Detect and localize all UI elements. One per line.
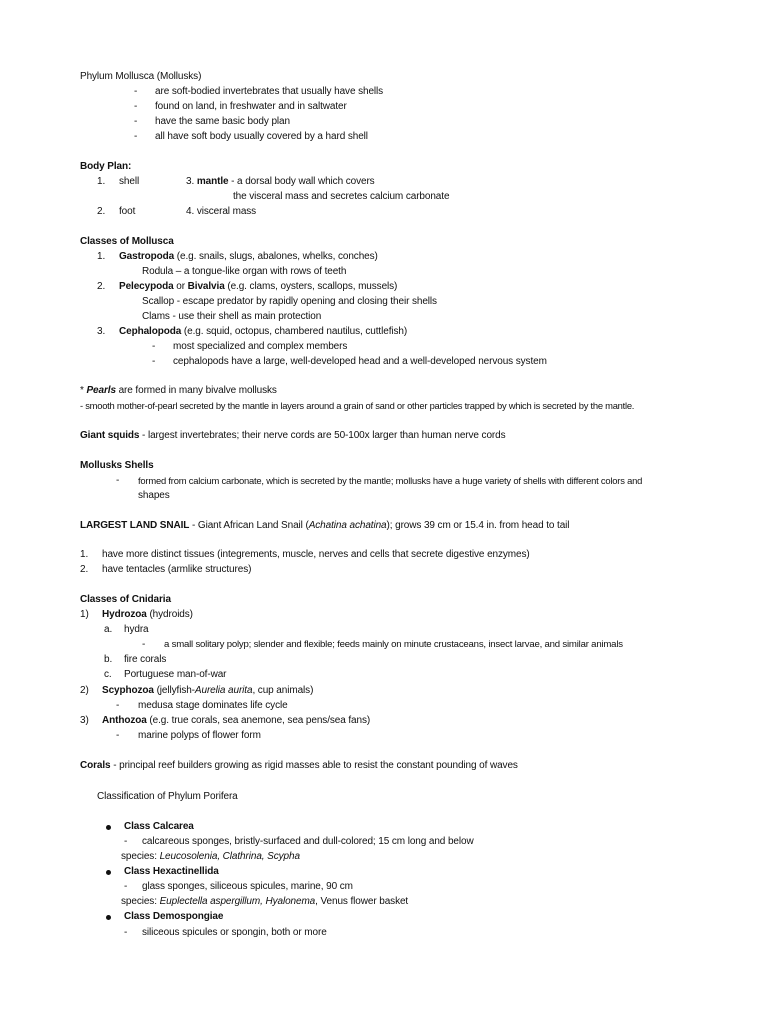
cephalopoda-note: most specialized and complex members xyxy=(173,341,348,352)
hydrozoa-fire-corals: fire corals xyxy=(124,654,167,665)
demospongiae-desc: siliceous spicules or spongin, both or more xyxy=(142,927,327,938)
shells-heading: Mollusks Shells xyxy=(80,460,154,471)
hydrozoa-hydra: hydra xyxy=(124,624,149,635)
dash: - xyxy=(134,116,138,127)
scyphozoa-desc: medusa stage dominates life cycle xyxy=(138,700,288,711)
dash: - xyxy=(116,730,120,741)
largest-land-snail: LARGEST LAND SNAIL - Giant African Land Snail (Achatina achatina); grows 39 cm or 15.4 in. from head to tail xyxy=(80,520,570,531)
class-hexactinellida: Class Hexactinellida xyxy=(124,866,219,877)
hydra-desc: a small solitary polyp; slender and flexible; feeds mainly on minute crustaceans, insect larvae, and similar animals xyxy=(164,639,623,650)
dash: - xyxy=(134,101,138,112)
list-number: 3. xyxy=(97,326,106,337)
hydrozoa-man-of-war: Portuguese man-of-war xyxy=(124,669,227,680)
dash: - xyxy=(152,356,156,367)
list-number: 2. xyxy=(97,206,106,217)
bullet-icon xyxy=(106,825,111,830)
dash: - xyxy=(152,341,156,352)
list-number: 2. xyxy=(97,281,106,292)
dash: - xyxy=(134,131,138,142)
dash: - xyxy=(134,86,138,97)
dash: - xyxy=(124,927,128,938)
dash: - xyxy=(124,836,128,847)
intro-item: have the same basic body plan xyxy=(155,116,290,127)
list-number: 3) xyxy=(80,715,89,726)
anthozoa-desc: marine polyps of flower form xyxy=(138,730,261,741)
list-number: 2. xyxy=(80,564,89,575)
body-plan-mantle-cont: the visceral mass and secretes calcium carbonate xyxy=(233,191,450,202)
class-gastropoda: Gastropoda (e.g. snails, slugs, abalones, whelks, conches) xyxy=(119,251,378,262)
bullet-icon xyxy=(106,915,111,920)
body-plan-visceral: 4. visceral mass xyxy=(186,206,257,217)
calcarea-desc: calcareous sponges, bristly-surfaced and dull-colored; 15 cm long and below xyxy=(142,836,474,847)
class-demospongiae: Class Demospongiae xyxy=(124,911,224,922)
giant-squids: Giant squids - largest invertebrates; their nerve cords are 50-100x larger than human nerve cords xyxy=(80,430,506,441)
pelecypoda-note: Clams - use their shell as main protection xyxy=(142,311,322,322)
gastropoda-note: Rodula – a tongue-like organ with rows of teeth xyxy=(142,266,347,277)
hexactinellida-desc: glass sponges, siliceous spicules, marine, 90 cm xyxy=(142,881,353,892)
list-letter: a. xyxy=(104,624,113,635)
body-plan-shell: shell xyxy=(119,176,140,187)
shells-desc-cont: shapes xyxy=(138,490,170,501)
dash: - xyxy=(116,700,120,711)
pelecypoda-note: Scallop - escape predator by rapidly opening and closing their shells xyxy=(142,296,437,307)
body-plan-foot: foot xyxy=(119,206,136,217)
class-pelecypoda: Pelecypoda or Bivalvia (e.g. clams, oysters, scallops, mussels) xyxy=(119,281,398,292)
body-plan-heading: Body Plan: xyxy=(80,161,132,172)
list-letter: c. xyxy=(104,669,112,680)
list-number: 1. xyxy=(97,176,106,187)
cnidaria-trait: have more distinct tissues (integrements, muscle, nerves and cells that secrete digestive enzymes) xyxy=(102,549,530,560)
intro-item: found on land, in freshwater and in saltwater xyxy=(155,101,347,112)
dash: - xyxy=(124,881,128,892)
class-hydrozoa: Hydrozoa (hydroids) xyxy=(102,609,193,620)
mollusca-title: Phylum Mollusca (Mollusks) xyxy=(80,71,202,82)
porifera-title: Classification of Phylum Porifera xyxy=(97,791,238,802)
class-calcarea: Class Calcarea xyxy=(124,821,194,832)
list-number: 1. xyxy=(80,549,89,560)
dash: - xyxy=(142,639,146,650)
intro-item: all have soft body usually covered by a hard shell xyxy=(155,131,368,142)
list-letter: b. xyxy=(104,654,113,665)
classes-cnidaria-heading: Classes of Cnidaria xyxy=(80,594,171,605)
list-number: 2) xyxy=(80,685,89,696)
classes-mollusca-heading: Classes of Mollusca xyxy=(80,236,174,247)
list-number: 1. xyxy=(97,251,106,262)
body-plan-mantle: 3. mantle - a dorsal body wall which covers xyxy=(186,176,375,187)
class-anthozoa: Anthozoa (e.g. true corals, sea anemone, sea pens/sea fans) xyxy=(102,715,371,726)
intro-item: are soft-bodied invertebrates that usually have shells xyxy=(155,86,384,97)
calcarea-species: species: Leucosolenia, Clathrina, Scypha xyxy=(121,851,300,862)
corals-line: Corals - principal reef builders growing as rigid masses able to resist the constant pounding of waves xyxy=(80,760,518,771)
hexactinellida-species: species: Euplectella aspergillum, Hyalonema, Venus flower basket xyxy=(121,896,409,907)
cephalopoda-note: cephalopods have a large, well-developed head and a well-developed nervous system xyxy=(173,356,547,367)
class-scyphozoa: Scyphozoa (jellyfish-Aurelia aurita, cup animals) xyxy=(102,685,314,696)
bullet-icon xyxy=(106,870,111,875)
class-cephalopoda: Cephalopoda (e.g. squid, octopus, chambered nautilus, cuttlefish) xyxy=(119,326,408,337)
pearls-line: * Pearls are formed in many bivalve mollusks xyxy=(80,385,277,396)
dash: - xyxy=(116,475,120,486)
shells-desc: formed from calcium carbonate, which is secreted by the mantle; mollusks have a huge variety of shells with different colors and xyxy=(138,475,643,486)
list-number: 1) xyxy=(80,609,89,620)
pearls-desc: - smooth mother-of-pearl secreted by the mantle in layers around a grain of sand or other particles trapped by which is secreted by the mantle. xyxy=(80,400,635,411)
cnidaria-trait: have tentacles (armlike structures) xyxy=(102,564,252,575)
